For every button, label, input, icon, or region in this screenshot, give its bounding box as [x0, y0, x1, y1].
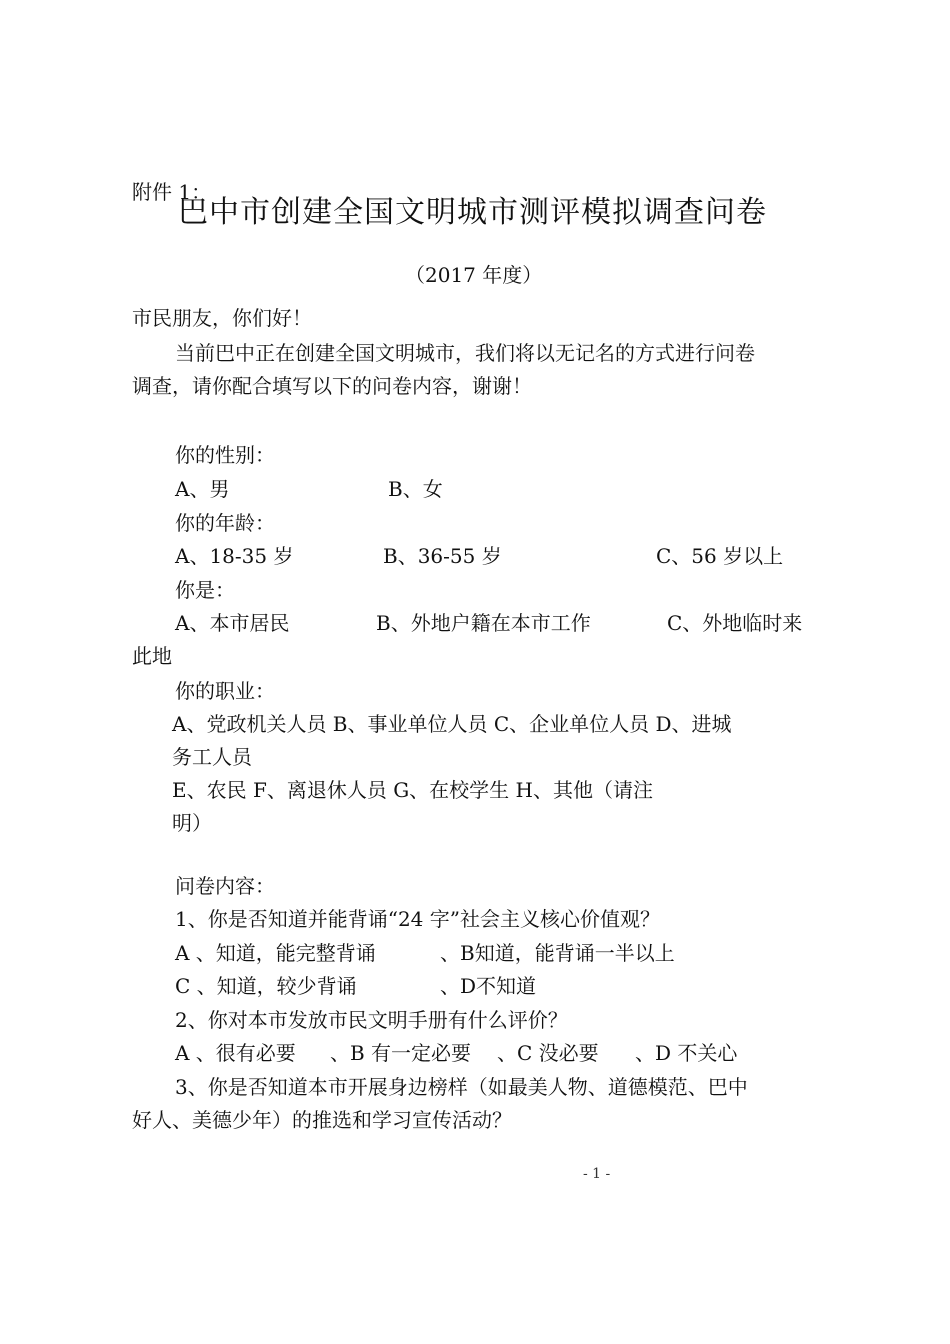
occupation-options-line-1: A、党政机关人员 B、事业单位人员 C、企业单位人员 D、进城: [172, 712, 732, 736]
question-2-option-d: 、D 不关心: [635, 1041, 738, 1065]
age-option-a: A、18-35 岁: [175, 544, 294, 568]
gender-option-b: B、女: [388, 477, 443, 501]
gender-label: 你的性别：: [175, 443, 275, 467]
residence-option-a: A、本市居民: [175, 611, 290, 635]
question-2-option-a: A 、很有必要: [175, 1041, 296, 1065]
page-number: - 1 -: [583, 1166, 611, 1182]
greeting: 市民朋友，你们好！: [132, 306, 312, 330]
question-2: 2、你对本市发放市民文明手册有什么评价？: [175, 1008, 568, 1032]
question-1-option-b: 、B知道，能背诵一半以上: [440, 941, 675, 965]
question-3-line-2: 好人、美德少年）的推选和学习宣传活动？: [132, 1108, 512, 1132]
question-3-line-1: 3、你是否知道本市开展身边榜样（如最美人物、道德模范、巴中: [175, 1075, 748, 1099]
residence-option-c-continued: 此地: [132, 644, 172, 668]
page-title: 巴中市创建全国文明城市测评模拟调查问卷: [178, 195, 767, 230]
age-option-c: C、56 岁以上: [656, 544, 784, 568]
residence-option-c: C、外地临时来: [667, 611, 803, 635]
occupation-options-line-4: 明）: [172, 811, 212, 835]
intro-line-2: 调查，请你配合填写以下的问卷内容，谢谢！: [132, 374, 532, 398]
age-label: 你的年龄：: [175, 511, 275, 535]
age-option-b: B、36-55 岁: [383, 544, 502, 568]
residence-option-b: B、外地户籍在本市工作: [376, 611, 591, 635]
questionnaire-label: 问卷内容：: [175, 874, 275, 898]
occupation-options-line-3: E、农民 F、离退休人员 G、在校学生 H、其他（请注: [172, 778, 653, 802]
question-1-option-a: A 、知道，能完整背诵: [175, 941, 376, 965]
attachment-label: 附件 1：: [132, 180, 212, 204]
question-1-option-c: C 、知道，较少背诵: [175, 974, 357, 998]
occupation-options-line-2: 务工人员: [172, 745, 252, 769]
year-subtitle: （2017 年度）: [405, 263, 543, 287]
question-2-option-b: 、B 有一定必要: [330, 1041, 472, 1065]
residence-label: 你是：: [175, 578, 235, 602]
question-1: 1、你是否知道并能背诵“24 字”社会主义核心价值观？: [175, 907, 660, 931]
gender-option-a: A、男: [175, 477, 230, 501]
occupation-label: 你的职业：: [175, 679, 275, 703]
intro-line-1: 当前巴中正在创建全国文明城市，我们将以无记名的方式进行问卷: [175, 341, 755, 365]
question-2-option-c: 、C 没必要: [497, 1041, 599, 1065]
question-1-option-d: 、D不知道: [440, 974, 537, 998]
